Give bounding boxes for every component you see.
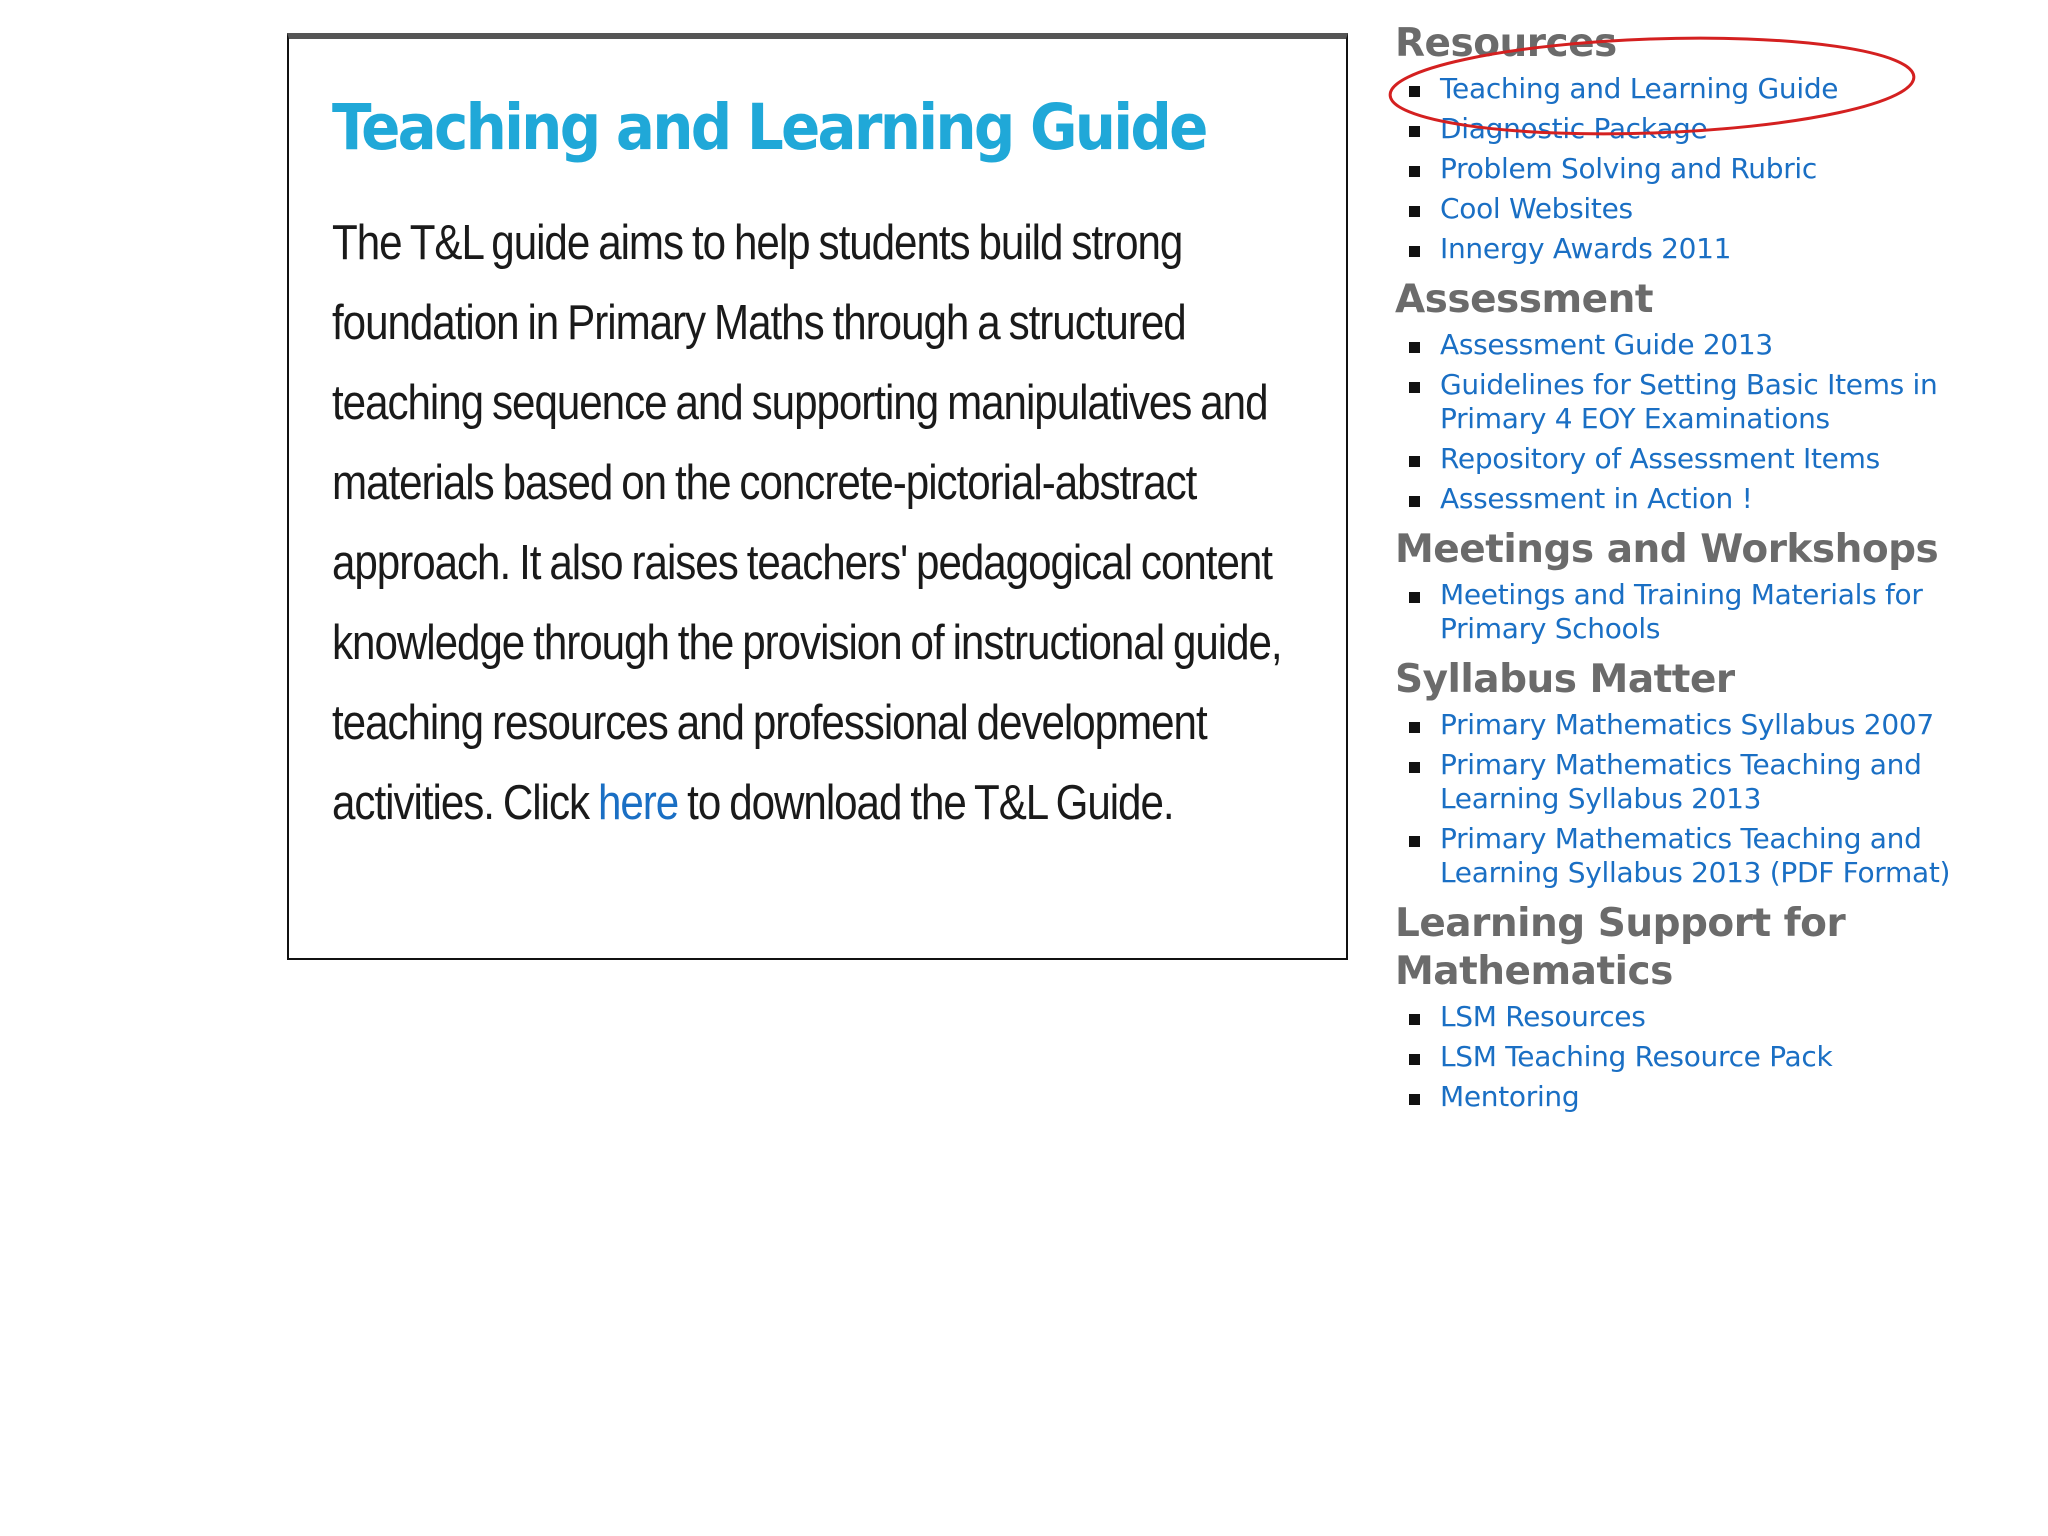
sidebar-link[interactable]: Meetings and Training Materials for Primary Schools bbox=[1440, 578, 1923, 645]
square-bullet-icon bbox=[1409, 206, 1420, 217]
square-bullet-icon bbox=[1409, 246, 1420, 257]
square-bullet-icon bbox=[1409, 86, 1420, 97]
sidebar-item bbox=[1395, 72, 2015, 106]
sidebar-heading: Learning Support for Mathematics bbox=[1395, 901, 1846, 994]
sidebar-list bbox=[1395, 708, 2015, 890]
sidebar-link[interactable]: Cool Websites bbox=[1440, 192, 1633, 225]
sidebar-link[interactable]: Mentoring bbox=[1440, 1080, 1580, 1113]
square-bullet-icon bbox=[1409, 496, 1420, 507]
sidebar-item bbox=[1395, 442, 2015, 476]
sidebar-heading: Meetings and Workshops bbox=[1395, 527, 1939, 572]
sidebar-list bbox=[1395, 578, 2015, 646]
sidebar-link[interactable]: Innergy Awards 2011 bbox=[1440, 232, 1732, 265]
square-bullet-icon bbox=[1409, 382, 1420, 393]
sidebar-heading: Resources bbox=[1395, 21, 1617, 66]
teaching-guide-panel bbox=[287, 33, 1348, 960]
sidebar-item bbox=[1395, 822, 2015, 890]
sidebar-link[interactable]: Guidelines for Setting Basic Items in Primary 4 EOY Examinations bbox=[1440, 368, 1938, 435]
description-text-end: to download the T&L Guide. bbox=[678, 776, 1174, 831]
sidebar-link[interactable]: Primary Mathematics Syllabus 2007 bbox=[1440, 708, 1934, 741]
square-bullet-icon bbox=[1409, 1014, 1420, 1025]
sidebar-item bbox=[1395, 748, 2015, 816]
sidebar-item bbox=[1395, 328, 2015, 362]
sidebar-link[interactable]: Primary Mathematics Teaching and Learning Syllabus 2013 bbox=[1440, 748, 1922, 815]
sidebar-item bbox=[1395, 112, 2015, 146]
sidebar-link[interactable]: Repository of Assessment Items bbox=[1440, 442, 1880, 475]
sidebar-link[interactable]: Diagnostic Package bbox=[1440, 112, 1708, 145]
description-text: The T&L guide aims to help students build strong foundation in Primary Maths through a structured teaching sequence and supporting manipulatives and materials based on the concrete-pictorial-abstract approach. It also raises teachers' pedagogical content knowledge through the provision of instructional guide, teaching resources and professional development activities. Click bbox=[332, 216, 1282, 831]
sidebar-item bbox=[1395, 152, 2015, 186]
sidebar-item bbox=[1395, 232, 2015, 266]
square-bullet-icon bbox=[1409, 166, 1420, 177]
sidebar-link[interactable]: Problem Solving and Rubric bbox=[1440, 152, 1818, 185]
sidebar-list bbox=[1395, 72, 2015, 266]
square-bullet-icon bbox=[1409, 722, 1420, 733]
square-bullet-icon bbox=[1409, 126, 1420, 137]
sidebar-item bbox=[1395, 1040, 2015, 1074]
sidebar-item bbox=[1395, 578, 2015, 646]
square-bullet-icon bbox=[1409, 456, 1420, 467]
sidebar-nav bbox=[1395, 20, 2015, 1124]
download-guide-link[interactable]: here bbox=[597, 776, 679, 831]
sidebar-link[interactable]: LSM Teaching Resource Pack bbox=[1440, 1040, 1833, 1073]
panel-title: Teaching and Learning Guide bbox=[332, 91, 1206, 164]
sidebar-list bbox=[1395, 1000, 2015, 1114]
sidebar-item bbox=[1395, 368, 2015, 436]
sidebar-item bbox=[1395, 1000, 2015, 1034]
sidebar-link[interactable]: Assessment in Action ! bbox=[1440, 482, 1753, 515]
sidebar-heading: Assessment bbox=[1395, 277, 1653, 322]
sidebar-item bbox=[1395, 482, 2015, 516]
sidebar-link[interactable]: Teaching and Learning Guide bbox=[1440, 72, 1839, 105]
sidebar-item bbox=[1395, 708, 2015, 742]
square-bullet-icon bbox=[1409, 836, 1420, 847]
sidebar-item bbox=[1395, 1080, 2015, 1114]
square-bullet-icon bbox=[1409, 1094, 1420, 1105]
square-bullet-icon bbox=[1409, 342, 1420, 353]
square-bullet-icon bbox=[1409, 1054, 1420, 1065]
sidebar-link[interactable]: Primary Mathematics Teaching and Learning Syllabus 2013 (PDF Format) bbox=[1440, 822, 1951, 889]
panel-description bbox=[332, 203, 1304, 843]
sidebar-link[interactable]: LSM Resources bbox=[1440, 1000, 1646, 1033]
square-bullet-icon bbox=[1409, 592, 1420, 603]
sidebar-item bbox=[1395, 192, 2015, 226]
sidebar-list bbox=[1395, 328, 2015, 516]
sidebar-link[interactable]: Assessment Guide 2013 bbox=[1440, 328, 1773, 361]
square-bullet-icon bbox=[1409, 762, 1420, 773]
sidebar-heading: Syllabus Matter bbox=[1395, 657, 1735, 702]
